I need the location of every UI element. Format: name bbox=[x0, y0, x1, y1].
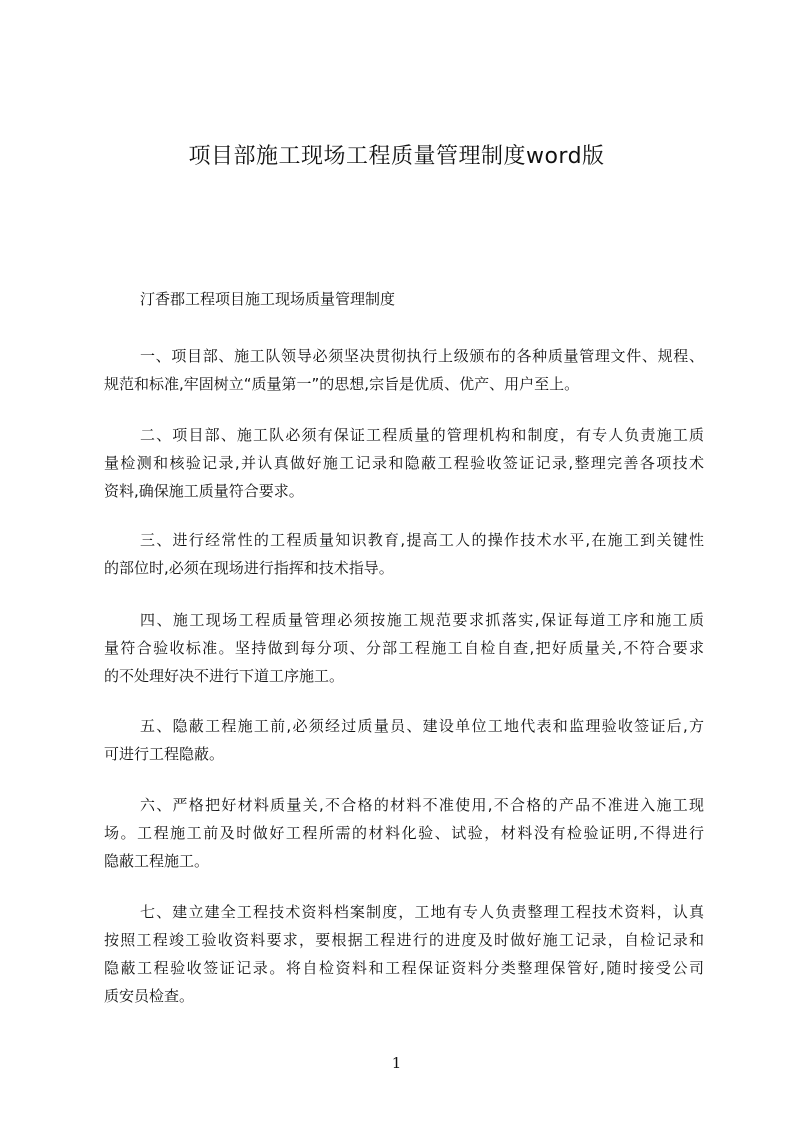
paragraph-line: 五、隐蔽工程施工前,必须经过质量员、建设单位工地代表和监理验收签证后,方 bbox=[140, 717, 704, 735]
paragraph-line: 质安员检查。 bbox=[104, 987, 195, 1005]
paragraph-line: 按照工程竣工验收资料要求，要根据工程进行的进度及时做好施工记录，自检记录和 bbox=[104, 931, 704, 949]
paragraph-line: 七、建立建全工程技术资料档案制度，工地有专人负责整理工程技术资料，认真 bbox=[140, 903, 704, 921]
paragraph-line: 六、严格把好材料质量关,不合格的材料不准使用,不合格的产品不准进入施工现 bbox=[140, 796, 704, 814]
paragraph-line: 四、施工现场工程质量管理必须按施工规范要求抓落实,保证每道工序和施工质 bbox=[140, 611, 704, 629]
paragraph-1 bbox=[104, 342, 704, 398]
document-subtitle: 汀香郡工程项目施工现场质量管理制度 bbox=[140, 290, 396, 308]
paragraph-7 bbox=[104, 898, 704, 1010]
paragraph-line: 隐蔽工程施工。 bbox=[104, 852, 210, 870]
paragraph-line: 一、项目部、施工队领导必须坚决贯彻执行上级颁布的各种质量管理文件、规程、 bbox=[140, 347, 704, 365]
paragraph-line: 可进行工程隐蔽。 bbox=[104, 745, 225, 763]
paragraph-6 bbox=[104, 791, 704, 875]
paragraph-line: 量符合验收标准。坚持做到每分项、分部工程施工自检自查,把好质量关,不符合要求 bbox=[104, 639, 704, 657]
paragraph-line: 量检测和核验记录,并认真做好施工记录和隐蔽工程验收签证记录,整理完善各项技术 bbox=[104, 454, 704, 472]
paragraph-3 bbox=[104, 526, 704, 582]
page-number: 1 bbox=[391, 1054, 402, 1072]
paragraph-5 bbox=[104, 712, 704, 768]
paragraph-line: 隐蔽工程验收签证记录。将自检资料和工程保证资料分类整理保管好,随时接受公司 bbox=[104, 959, 704, 977]
paragraph-line: 资料,确保施工质量符合要求。 bbox=[104, 482, 304, 500]
paragraph-line: 二、项目部、施工队必须有保证工程质量的管理机构和制度，有专人负责施工质 bbox=[140, 426, 704, 444]
paragraph-2 bbox=[104, 421, 704, 505]
paragraph-4 bbox=[104, 606, 704, 690]
paragraph-line: 规范和标准,牢固树立“质量第一”的思想,宗旨是优质、优产、用户至上。 bbox=[104, 375, 580, 393]
paragraph-line: 的部位时,必须在现场进行指挥和技术指导。 bbox=[104, 559, 394, 577]
paragraph-line: 的不处理好决不进行下道工序施工。 bbox=[104, 667, 345, 685]
paragraph-line: 三、进行经常性的工程质量知识教育,提高工人的操作技术水平,在施工到关键性 bbox=[140, 531, 704, 549]
document-title: 项目部施工现场工程质量管理制度word版 bbox=[188, 144, 605, 169]
paragraph-line: 场。工程施工前及时做好工程所需的材料化验、试验，材料没有检验证明,不得进行 bbox=[104, 824, 704, 842]
